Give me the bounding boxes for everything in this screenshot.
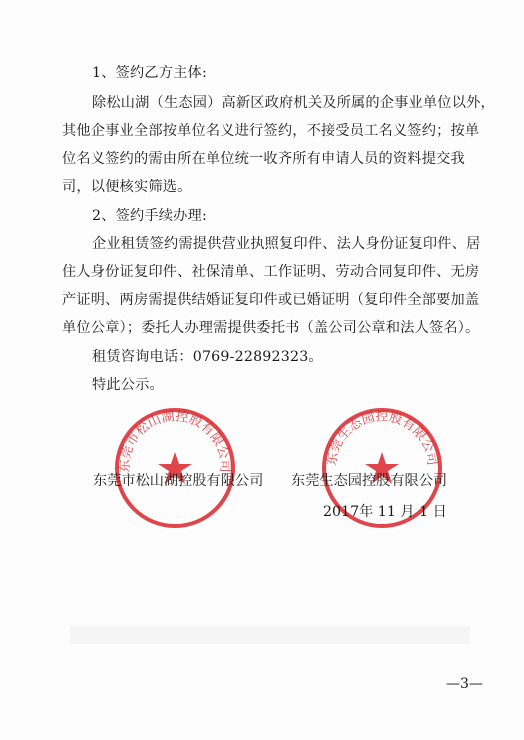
section-2-line: 产证明、两房需提供结婚证复印件或已婚证明（复印件全部要加盖 xyxy=(62,292,480,308)
contact-phone: 租赁咨询电话：0769-22892323。 xyxy=(92,349,323,365)
left-company-name: 东莞市松山湖控股有限公司 xyxy=(93,473,264,489)
left-seal-text: 东莞市松山湖控股有限公司 xyxy=(117,409,233,473)
page-number: —3— xyxy=(446,676,483,692)
section-1-line: 其他企事业全部按单位名义进行签约，不接受员工名义签约；按单 xyxy=(62,123,480,139)
seal-left-svg xyxy=(111,404,239,532)
signature-date: 2017年 11 月 1 日 xyxy=(323,504,447,520)
section-1-line: 除松山湖（生态园）高新区政府机关及所属的企事业单位以外， xyxy=(92,95,495,111)
left-company-seal xyxy=(111,404,239,532)
section-2-line: 单位公章）；委托人办理需提供委托书（盖公司公章和法人签名）。 xyxy=(62,320,480,336)
bleed-through-shadow xyxy=(70,626,470,644)
section-1-title: 1、签约乙方主体: xyxy=(92,65,207,81)
right-seal-text: 东莞生态园控股有限公司 xyxy=(324,409,440,467)
section-1-line: 司，以便核实筛选。 xyxy=(62,179,192,195)
closing-text: 特此公示。 xyxy=(92,377,164,393)
section-2-title: 2、签约手续办理: xyxy=(92,208,207,224)
section-1-line: 位名义签约的需由所在单位统一收齐所有申请人员的资料提交我 xyxy=(62,151,465,167)
section-2-line: 住人身份证复印件、社保清单、工作证明、劳动合同复印件、无房 xyxy=(62,264,480,280)
section-2-line: 企业租赁签约需提供营业执照复印件、法人身份证复印件、居 xyxy=(92,236,481,252)
right-company-name: 东莞生态园控股有限公司 xyxy=(291,473,448,489)
